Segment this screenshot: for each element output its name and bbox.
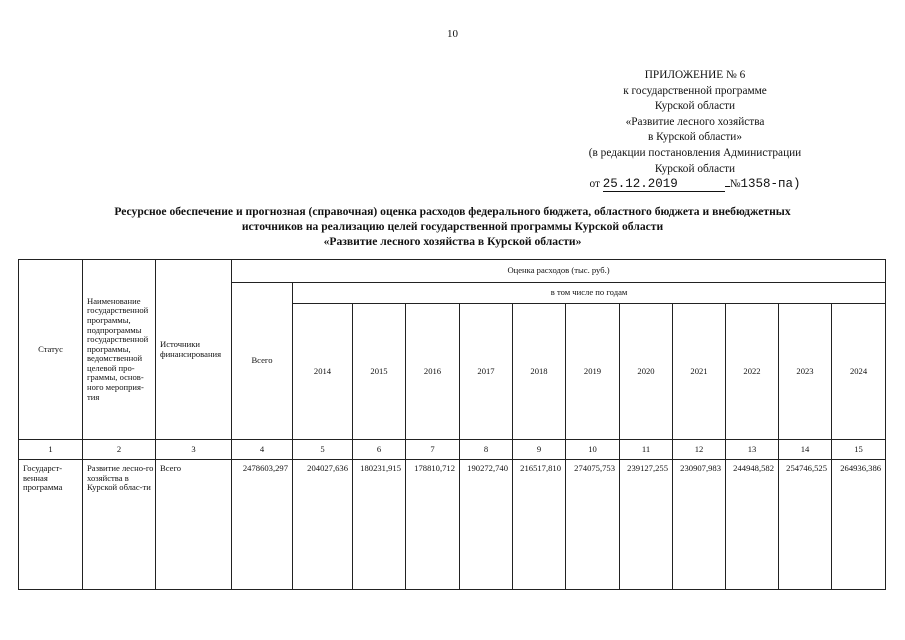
- column-number: 7: [406, 440, 460, 460]
- column-number: 13: [726, 440, 779, 460]
- row-status: Государст-венная программа: [19, 460, 83, 590]
- column-number: 1: [19, 440, 83, 460]
- row-value: 190272,740: [460, 460, 513, 590]
- column-number: 11: [620, 440, 673, 460]
- column-number: 15: [832, 440, 886, 460]
- column-number: 2: [83, 440, 156, 460]
- column-number: 14: [779, 440, 832, 460]
- number-prefix: №: [729, 178, 741, 191]
- row-value: 178810,712: [406, 460, 460, 590]
- appendix-line: (в редакции постановления Администрации: [588, 146, 802, 159]
- row-value: 264936,386: [832, 460, 886, 590]
- header-year: 2014: [293, 304, 353, 440]
- header-name: Наименование государственной программы, подпрограммы государственной программы, ведомственной целевой про-граммы, основ-ного мероприя-тия: [83, 260, 156, 440]
- appendix-line: Курской области: [654, 100, 736, 113]
- date-prefix: от: [589, 178, 600, 191]
- appendix-block: [560, 68, 830, 193]
- row-value: 239127,255: [620, 460, 673, 590]
- row-value: 274075,753: [566, 460, 620, 590]
- row-name: Развитие лесно-го хозяйства в Курской облас-ти: [83, 460, 156, 590]
- appendix-line: ПРИЛОЖЕНИЕ № 6: [644, 69, 746, 81]
- column-number: 6: [353, 440, 406, 460]
- document-title: [40, 204, 865, 249]
- appendix-line: к государственной программе: [623, 84, 767, 97]
- header-year: 2021: [673, 304, 726, 440]
- header-year: 2024: [832, 304, 886, 440]
- header-source: Источники финансирования: [156, 260, 232, 440]
- column-number: 9: [513, 440, 566, 460]
- row-value: 204027,636: [293, 460, 353, 590]
- header-by-years: в том числе по годам: [293, 283, 886, 304]
- appendix-line: «Развитие лесного хозяйства: [625, 115, 765, 128]
- column-number: 3: [156, 440, 232, 460]
- header-estimate: Оценка расходов (тыс. руб.): [232, 260, 886, 283]
- row-source: Всего: [156, 460, 232, 590]
- title-line: Ресурсное обеспечение и прогнозная (справочная) оценка расходов федерального бюджета, областного бюджета и внебюджетных: [114, 205, 791, 218]
- header-status: Статус: [19, 260, 83, 440]
- column-number: 8: [460, 440, 513, 460]
- header-year: 2017: [460, 304, 513, 440]
- header-year: 2015: [353, 304, 406, 440]
- table-row: [19, 460, 886, 590]
- header-year: 2016: [406, 304, 460, 440]
- column-number: 12: [673, 440, 726, 460]
- date-field: [603, 178, 725, 192]
- appendix-line: Курской области: [654, 162, 736, 175]
- header-year: 2023: [779, 304, 832, 440]
- row-value: 230907,983: [673, 460, 726, 590]
- header-year: 2018: [513, 304, 566, 440]
- row-value: 254746,525: [779, 460, 832, 590]
- column-number: 10: [566, 440, 620, 460]
- page-number: 10: [447, 28, 458, 40]
- header-year: 2022: [726, 304, 779, 440]
- resource-table: [18, 259, 886, 590]
- header-total: Всего: [232, 283, 293, 440]
- row-value: 216517,810: [513, 460, 566, 590]
- row-total: 2478603,297: [232, 460, 293, 590]
- resolution-number: 1358-па): [740, 177, 801, 192]
- header-year: 2020: [620, 304, 673, 440]
- column-number: 4: [232, 440, 293, 460]
- row-value: 244948,582: [726, 460, 779, 590]
- row-value: 180231,915: [353, 460, 406, 590]
- resolution-date: 25.12.2019: [602, 177, 678, 192]
- appendix-line: в Курской области»: [648, 131, 742, 144]
- title-line: источников на реализацию целей государственной программы Курской области: [241, 220, 664, 233]
- resolution-signature: [560, 177, 830, 193]
- column-number: 5: [293, 440, 353, 460]
- header-year: 2019: [566, 304, 620, 440]
- title-line: «Развитие лесного хозяйства в Курской области»: [323, 235, 582, 248]
